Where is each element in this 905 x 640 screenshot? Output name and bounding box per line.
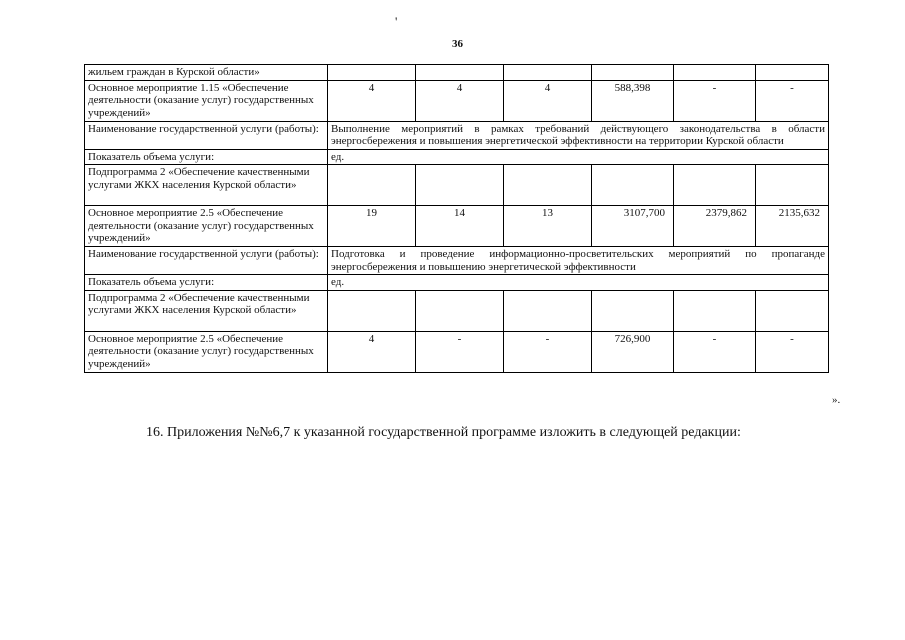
table-cell (674, 290, 756, 331)
table-cell: - (674, 331, 756, 372)
table-row (85, 275, 829, 291)
table-cell (674, 165, 756, 206)
item-16-paragraph: 16. Приложения №№6,7 к указанной государственной программе изложить в следующей редакции: (146, 425, 741, 440)
row-label: Показатель объема услуги: (85, 275, 328, 291)
table-cell (328, 165, 416, 206)
table-cell (504, 165, 592, 206)
service-name-cell: Выполнение мероприятий в рамках требований действующего законодательства в области энергосбережения и повышения энергетической эффективности на территории Курской области (328, 121, 829, 149)
table-cell: - (416, 331, 504, 372)
table-cell: 4 (504, 80, 592, 121)
table-cell (592, 290, 674, 331)
service-unit-cell: ед. (328, 149, 829, 165)
row-label: Наименование государственной услуги (работы): (85, 247, 328, 275)
table-cell: 4 (328, 331, 416, 372)
page-number: 36 (452, 38, 463, 50)
table-row (85, 206, 829, 247)
row-label: Основное мероприятие 2.5 «Обеспечение деятельности (оказание услуг) государственных учреждений» (85, 206, 328, 247)
table-cell: 13 (504, 206, 592, 247)
table-cell: 2135,632 (756, 206, 829, 247)
table-cell (592, 65, 674, 81)
program-table (84, 64, 829, 373)
row-label: Подпрограмма 2 «Обеспечение качественными услугами ЖКХ населения Курской области» (85, 165, 328, 206)
table-cell: - (756, 331, 829, 372)
table-row (85, 80, 829, 121)
service-name-cell: Подготовка и проведение информационно-просветительских мероприятий по пропаганде энергосбережения и повышению энергетической эффективности (328, 247, 829, 275)
table-cell (416, 290, 504, 331)
table-row (85, 165, 829, 206)
table-cell: 4 (416, 80, 504, 121)
table-cell (328, 290, 416, 331)
table-row (85, 149, 829, 165)
table-cell: 726,900 (592, 331, 674, 372)
table-cell: 2379,862 (674, 206, 756, 247)
table-row (85, 121, 829, 149)
table-cell (756, 290, 829, 331)
row-label: Подпрограмма 2 «Обеспечение качественными услугами ЖКХ населения Курской области» (85, 290, 328, 331)
table-cell: - (674, 80, 756, 121)
row-label: Показатель объема услуги: (85, 149, 328, 165)
table-cell (756, 65, 829, 81)
closing-quote: ». (832, 394, 841, 406)
table-cell: 14 (416, 206, 504, 247)
table-cell: 588,398 (592, 80, 674, 121)
table-cell (756, 165, 829, 206)
table-cell (674, 65, 756, 81)
table-cell (416, 165, 504, 206)
table-cell (504, 290, 592, 331)
row-label: Наименование государственной услуги (работы): (85, 121, 328, 149)
table-cell: - (756, 80, 829, 121)
table-cell: 19 (328, 206, 416, 247)
table-cell: - (504, 331, 592, 372)
table-row (85, 65, 829, 81)
service-unit-cell: ед. (328, 275, 829, 291)
table-row (85, 331, 829, 372)
table-cell: 3107,700 (592, 206, 674, 247)
table-cell (504, 65, 592, 81)
table-cell: 4 (328, 80, 416, 121)
row-label: Основное мероприятие 1.15 «Обеспечение деятельности (оказание услуг) государственных учреждений» (85, 80, 328, 121)
row-label: жильем граждан в Курской области» (85, 65, 328, 81)
table-cell (416, 65, 504, 81)
row-label: Основное мероприятие 2.5 «Обеспечение деятельности (оказание услуг) государственных учреждений» (85, 331, 328, 372)
tick-mark: ' (395, 14, 398, 29)
table-cell (328, 65, 416, 81)
table-row (85, 247, 829, 275)
table-cell (592, 165, 674, 206)
table-row (85, 290, 829, 331)
